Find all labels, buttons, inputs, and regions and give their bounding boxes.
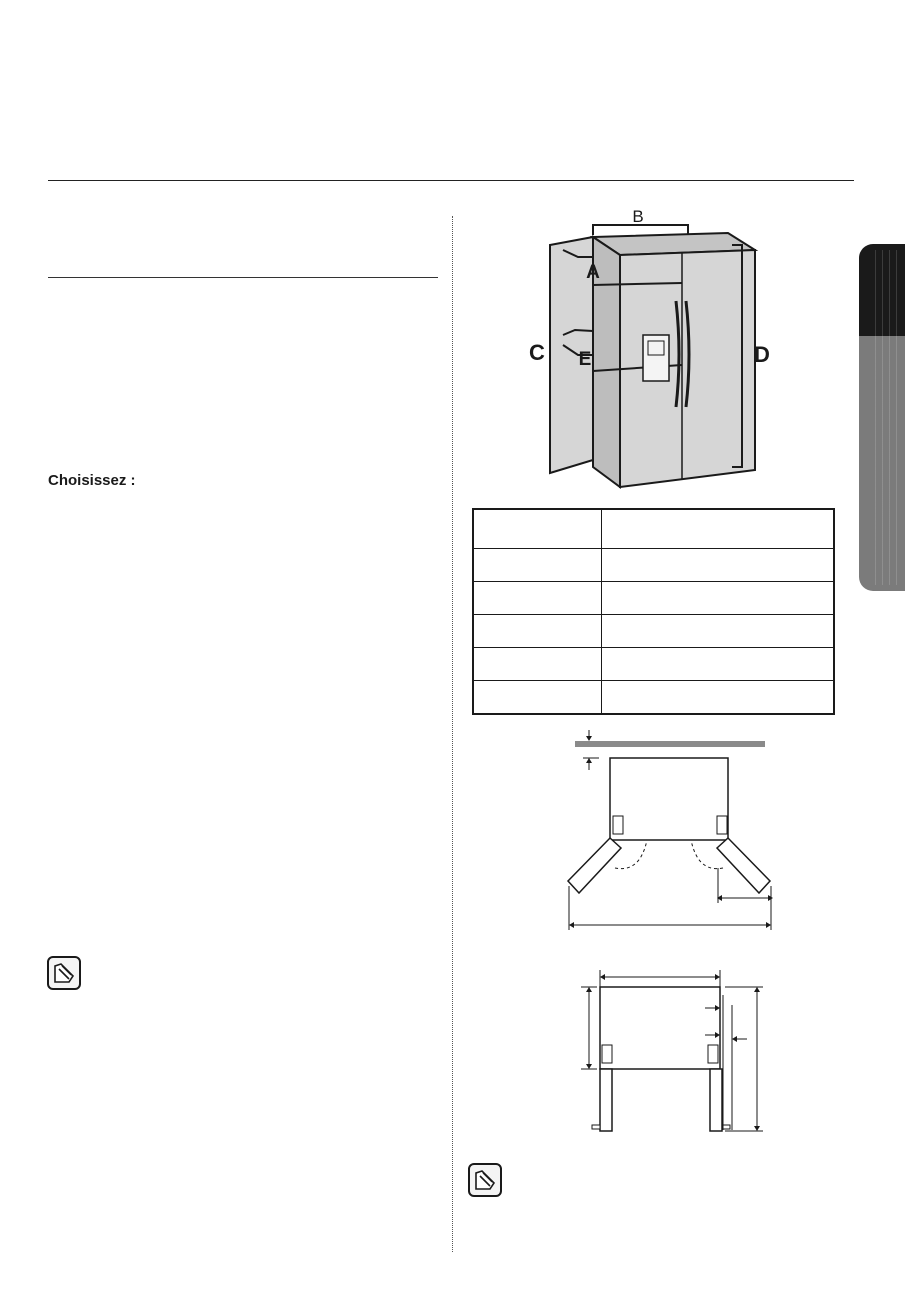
label-d: D bbox=[754, 342, 770, 367]
side-tab-texture bbox=[869, 250, 899, 585]
fridge-dimensions-figure bbox=[520, 205, 780, 495]
label-e: E bbox=[578, 349, 592, 370]
table-cell bbox=[602, 615, 835, 648]
table-cell bbox=[473, 582, 602, 615]
table-cell bbox=[473, 681, 602, 715]
header-rule bbox=[48, 180, 854, 181]
section-rule bbox=[48, 277, 438, 278]
choose-label: Choisissez : bbox=[48, 472, 136, 489]
door-90-figure bbox=[575, 965, 770, 1137]
door-clearance-figure bbox=[555, 728, 785, 940]
table-cell bbox=[473, 615, 602, 648]
label-c: C bbox=[529, 340, 545, 365]
table-cell bbox=[602, 582, 835, 615]
note-pencil-icon bbox=[47, 956, 81, 990]
table-cell bbox=[602, 648, 835, 681]
note-pencil-icon bbox=[468, 1163, 502, 1197]
table-cell bbox=[473, 648, 602, 681]
table-header-cell bbox=[473, 509, 602, 549]
label-a: A bbox=[586, 262, 600, 283]
dimension-table bbox=[472, 508, 835, 715]
table-cell bbox=[602, 549, 835, 582]
table-cell bbox=[602, 681, 835, 715]
column-divider bbox=[452, 216, 453, 1252]
label-b: B bbox=[632, 207, 644, 226]
table-cell bbox=[473, 549, 602, 582]
table-header-cell bbox=[602, 509, 835, 549]
